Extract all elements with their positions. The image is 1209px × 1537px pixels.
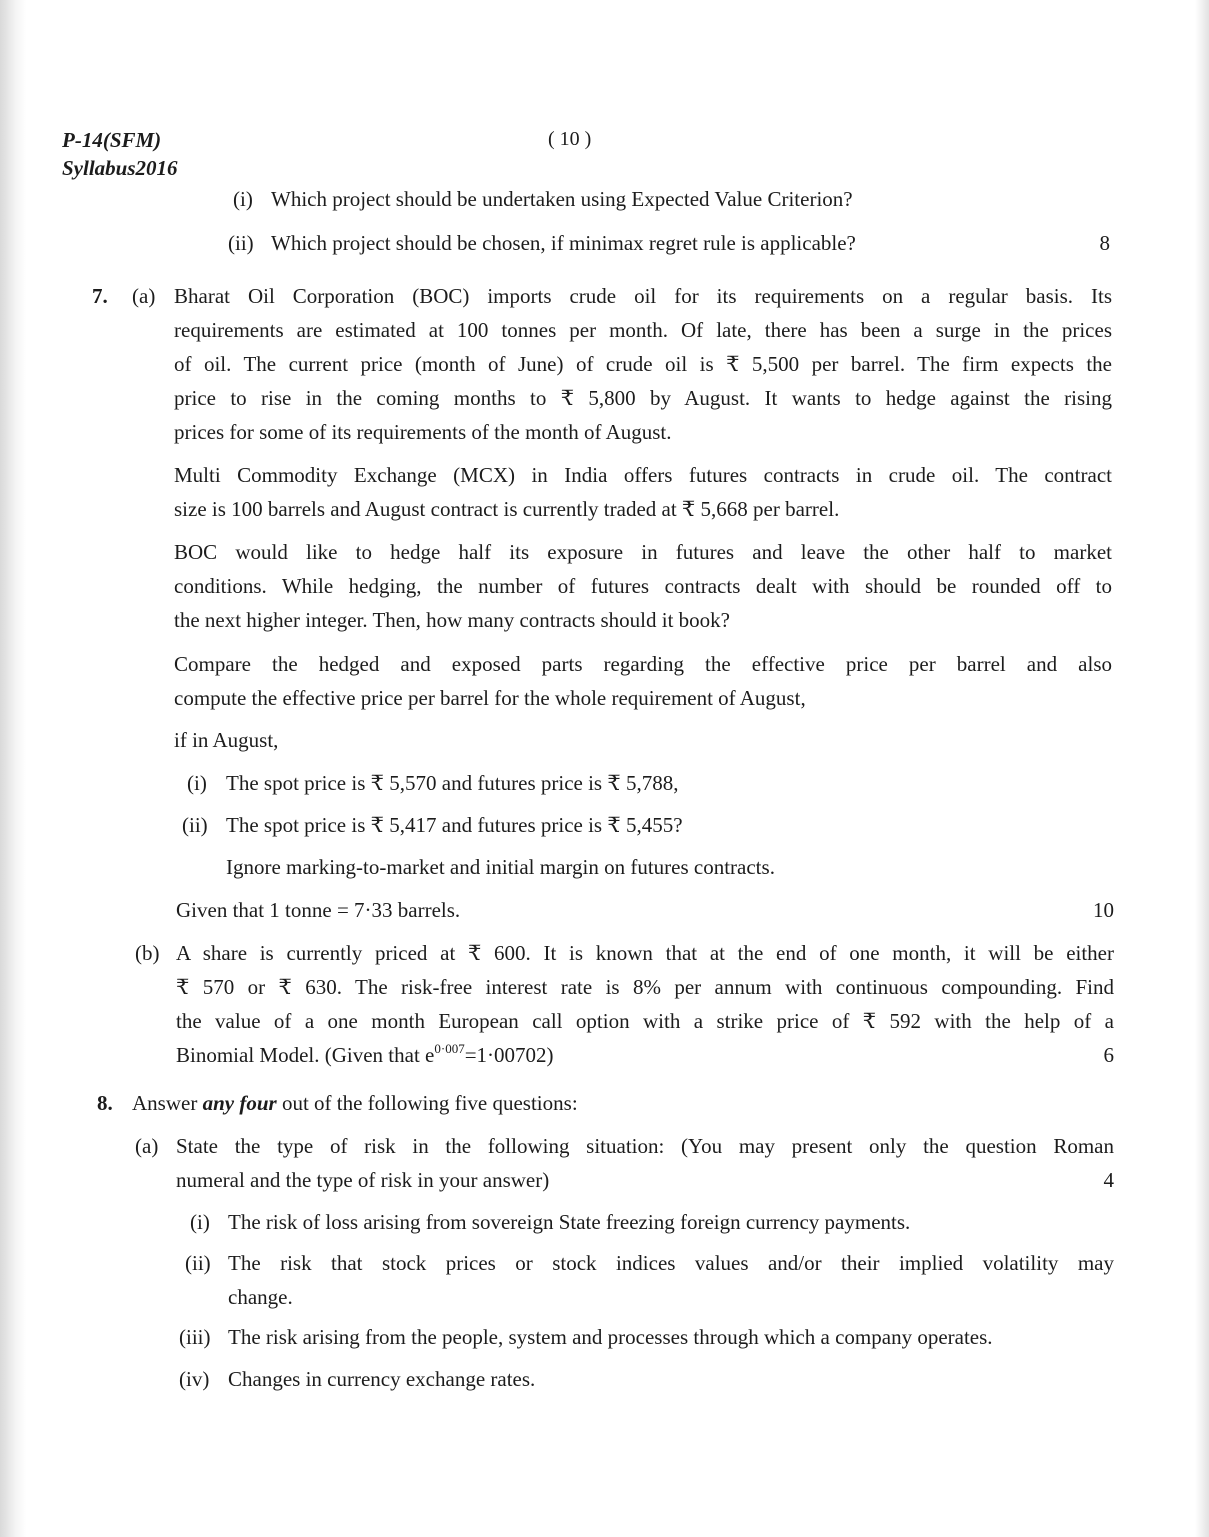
q8a-item-i-text: The risk of loss arising from sovereign State freezing foreign currency payments.	[228, 1210, 911, 1234]
q6-marks: 8	[1099, 231, 1110, 255]
q7b-line-3: the value of a one month European call option with a strike price of ₹ 592 with the help of a	[176, 1009, 1114, 1033]
scan-left-edge	[0, 0, 26, 1537]
q7b-line-2: ₹ 570 or ₹ 630. The risk-free interest rate is 8% per annum with continuous compounding. Find	[176, 975, 1114, 999]
q7a-p3-line-1: BOC would like to hedge half its exposure in futures and leave the other half to market	[174, 540, 1112, 564]
q7a-line-3: of oil. The current price (month of June) of crude oil is ₹ 5,500 per barrel. The firm expects the	[174, 352, 1112, 376]
q7a-case-i-label: (i)	[187, 771, 207, 795]
q8a-item-iii-label: (iii)	[179, 1325, 211, 1349]
q7a-line-4: price to rise in the coming months to ₹ 5,800 by August. It wants to hedge against the rising	[174, 386, 1112, 410]
q7a-case-ii-label: (ii)	[182, 813, 208, 837]
q8a-line-1: State the type of risk in the following situation: (You may present only the question Roman	[176, 1134, 1114, 1158]
q7a-p3-line-3: the next higher integer. Then, how many contracts should it book?	[174, 608, 730, 632]
q8-number: 8.	[97, 1091, 113, 1115]
q7a-if-august: if in August,	[174, 728, 279, 752]
syllabus-label: Syllabus2016	[62, 156, 178, 180]
q7b-exponent: 0·007	[434, 1041, 465, 1056]
q8a-item-ii-label: (ii)	[185, 1251, 211, 1275]
scan-right-edge	[1195, 0, 1209, 1537]
q7a-p4-line-1: Compare the hedged and exposed parts regarding the effective price per barrel and also	[174, 652, 1112, 676]
q7a-p2-line-1: Multi Commodity Exchange (MCX) in India offers futures contracts in crude oil. The contract	[174, 463, 1112, 487]
q8a-item-ii-text-cont: change.	[228, 1285, 293, 1309]
q8a-item-iv-label: (iv)	[179, 1367, 210, 1391]
q7a-line-5: prices for some of its requirements of the month of August.	[174, 420, 672, 444]
q7b-line-4	[176, 1038, 554, 1072]
q8a-item-ii-text: The risk that stock prices or stock indices values and/or their implied volatility may	[228, 1251, 1114, 1275]
q8-intro	[132, 1086, 578, 1120]
q7b-marks: 6	[1103, 1043, 1114, 1067]
q6-item-i-text: Which project should be undertaken using Expected Value Criterion?	[271, 187, 853, 211]
q6-item-ii-label: (ii)	[228, 231, 254, 255]
q7a-case-ii-text: The spot price is ₹ 5,417 and futures price is ₹ 5,455?	[226, 813, 683, 837]
q8a-marks: 4	[1103, 1168, 1114, 1192]
q7b-line-1: A share is currently priced at ₹ 600. It is known that at the end of one month, it will be either	[176, 941, 1114, 965]
q7a-case-i-text: The spot price is ₹ 5,570 and futures price is ₹ 5,788,	[226, 771, 679, 795]
q7-number: 7.	[92, 284, 108, 308]
q7b-line-4-result: =1·00702)	[464, 1043, 554, 1067]
q8a-item-i-label: (i)	[190, 1210, 210, 1234]
q6-item-i-label: (i)	[233, 187, 253, 211]
q7a-ignore-note: Ignore marking-to-market and initial margin on futures contracts.	[226, 855, 775, 879]
q8a-label: (a)	[135, 1134, 159, 1158]
page-number: ( 10 )	[548, 128, 592, 150]
paper-code: P-14(SFM)	[62, 128, 162, 152]
q7a-marks: 10	[1093, 898, 1114, 922]
q8a-item-iv-text: Changes in currency exchange rates.	[228, 1367, 536, 1391]
q7b-line-4-text: Binomial Model. (Given that e	[176, 1043, 435, 1067]
q8a-item-iii-text: The risk arising from the people, system and processes through which a company operates.	[228, 1325, 993, 1349]
q7a-line-1: Bharat Oil Corporation (BOC) imports crude oil for its requirements on a regular basis. Its	[174, 284, 1112, 308]
q7a-p4-line-2: compute the effective price per barrel for the whole requirement of August,	[174, 686, 806, 710]
q7a-p3-line-2: conditions. While hedging, the number of futures contracts dealt with should be rounded off to	[174, 574, 1112, 598]
q8-intro-emphasis: any four	[202, 1091, 277, 1115]
q7a-p2-line-2: size is 100 barrels and August contract is currently traded at ₹ 5,668 per barrel.	[174, 497, 840, 521]
q7b-label: (b)	[135, 941, 160, 965]
q7a-line-2: requirements are estimated at 100 tonnes per month. Of late, there has been a surge in the prices	[174, 318, 1112, 342]
q8-intro-post: out of the following five questions:	[276, 1091, 578, 1115]
q7a-given: Given that 1 tonne = 7·33 barrels.	[176, 898, 461, 922]
q7a-label: (a)	[132, 284, 156, 308]
q6-item-ii-text: Which project should be chosen, if minimax regret rule is applicable?	[271, 231, 856, 255]
q8-intro-pre: Answer	[132, 1091, 203, 1115]
q8a-line-2: numeral and the type of risk in your answer)	[176, 1168, 550, 1192]
